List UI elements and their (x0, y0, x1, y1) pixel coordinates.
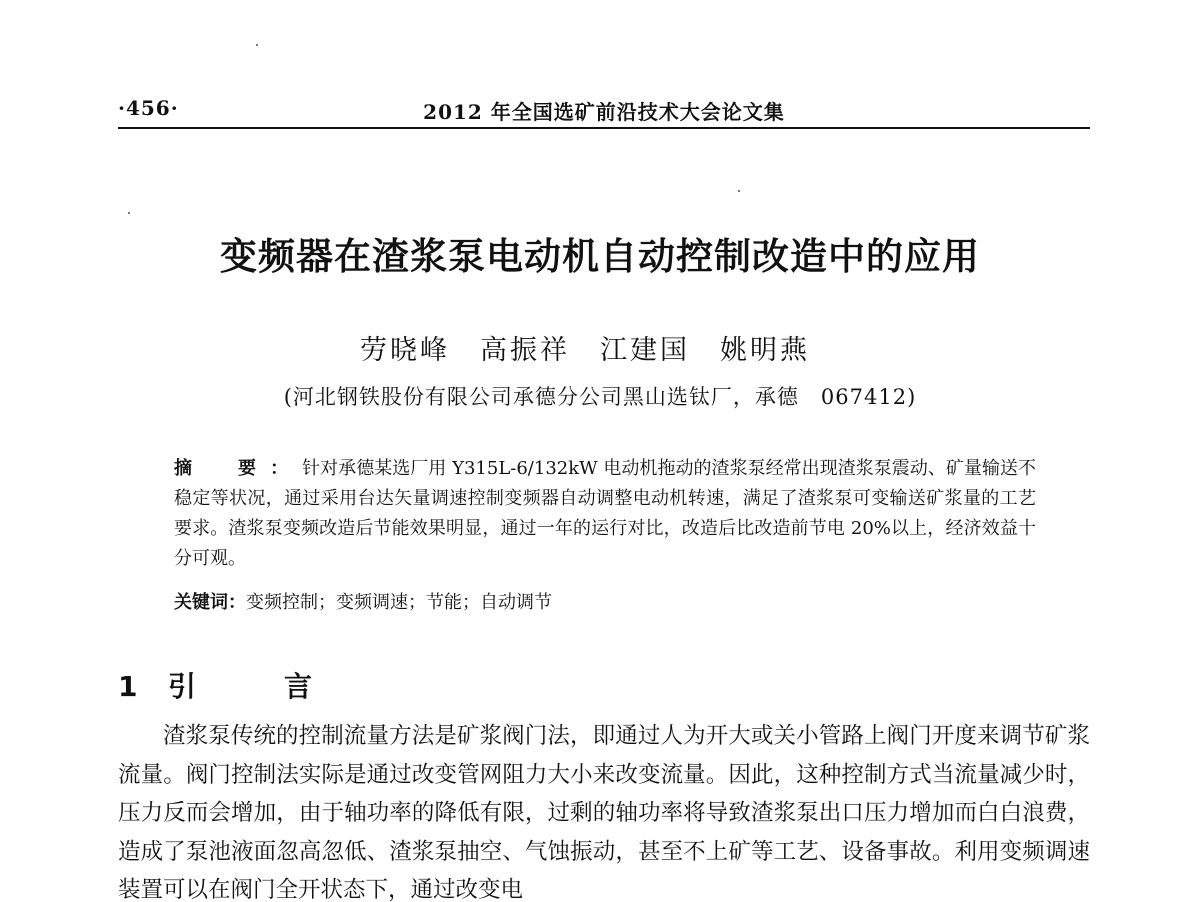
section-number: 1 (118, 670, 138, 703)
affiliation: (河北钢铁股份有限公司承德分公司黑山选钛厂，承德 067412) (283, 385, 917, 409)
author-name: 劳晓峰 (360, 335, 450, 366)
running-header (118, 96, 1090, 128)
paper-title: 变频器在渣浆泵电动机自动控制改造中的应用 (220, 235, 980, 278)
section-title: 引 言 (168, 670, 343, 703)
header-rule (118, 127, 1090, 129)
abstract-text: 针对承德某选厂用 Y315L-6/132kW 电动机拖动的渣浆泵经常出现渣浆泵震动、矿量输送不稳定等状况，通过采用台达矢量调速控制变频器自动调整电动机转速，满足了渣浆泵可变输送矿浆量的工艺要求。渣浆泵变频改造后节能效果明显，通过一年的运行对比，改造后比改造前节电 20%以上，经济效益十分可观。 (174, 458, 1036, 569)
abstract-label: 摘 要： (174, 458, 303, 479)
keywords (174, 588, 1036, 618)
keywords-text: 变频控制；变频调速；节能；自动调节 (246, 592, 552, 613)
scan-speck (256, 44, 258, 46)
author-list (360, 328, 810, 367)
section-heading (118, 665, 342, 705)
journal-title: 2012 年全国选矿前沿技术大会论文集 (423, 100, 785, 124)
body-paragraph: 渣浆泵传统的控制流量方法是矿浆阀门法，即通过人为开大或关小管路上阀门开度来调节矿浆流量。阀门控制法实际是通过改变管网阻力大小来改变流量。因此，这种控制方式当流量减少时，压力反而会增加，由于轴功率的降低有限，过剩的轴功率将导致渣浆泵出口压力增加而白白浪费，造成了泵池液面忽高忽低、渣浆泵抽空、气蚀振动，甚至不上矿等工艺、设备事故。利用变频调速装置可以在阀门全开状态下，通过改变电 (118, 723, 1090, 902)
page-number: ·456· (118, 96, 179, 120)
keywords-label: 关键词： (174, 592, 246, 613)
abstract (174, 454, 1036, 574)
scan-speck (738, 190, 740, 192)
author-name: 高振祥 (480, 335, 570, 366)
author-name: 姚明燕 (720, 335, 810, 366)
scan-speck (128, 212, 130, 214)
author-name: 江建国 (600, 335, 690, 366)
